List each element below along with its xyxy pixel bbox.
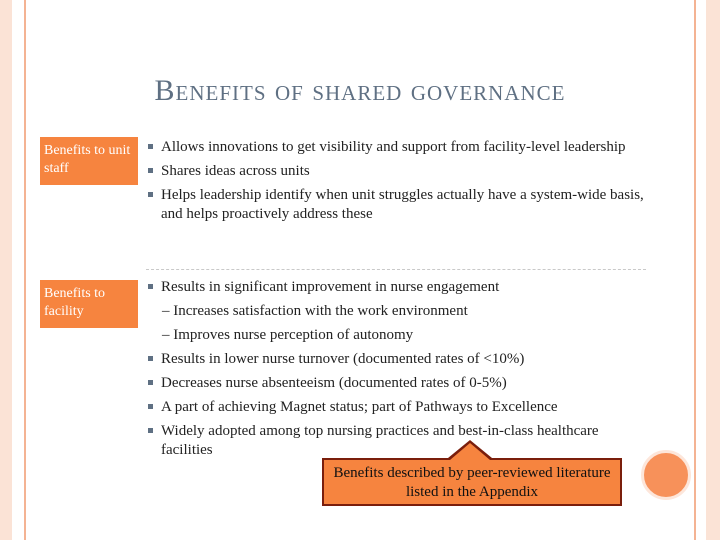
bullet-item <box>146 186 651 224</box>
square-bullet-icon <box>148 168 153 173</box>
decorative-circle <box>641 450 691 500</box>
square-bullet-icon <box>148 192 153 197</box>
section-label-unit-staff: Benefits to unit staff <box>40 137 138 185</box>
unit-staff-bullet-list <box>146 138 651 229</box>
callout-pointer-fill <box>450 443 490 460</box>
bullet-text: Results in significant improvement in nurse engagement <box>161 279 500 295</box>
bullet-item <box>146 138 651 157</box>
bullet-item <box>146 398 651 417</box>
bullet-text: Decreases nurse absenteeism (documented rates of 0-5%) <box>161 375 507 391</box>
square-bullet-icon <box>148 428 153 433</box>
sub-bullet-item <box>146 326 651 345</box>
section-label-facility: Benefits to facility <box>40 280 138 328</box>
square-bullet-icon <box>148 284 153 289</box>
facility-bullet-list <box>146 278 651 465</box>
bullet-text: Shares ideas across units <box>161 163 310 179</box>
bullet-text: Results in lower nurse turnover (documented rates of <10%) <box>161 351 525 367</box>
bullet-item <box>146 350 651 369</box>
right-border-band <box>706 0 720 540</box>
callout-box: Benefits described by peer-reviewed literature listed in the Appendix <box>322 458 622 506</box>
slide-title: Benefits of shared governance <box>154 74 566 107</box>
bullet-text: Widely adopted among top nursing practices and best-in-class healthcare facilities <box>161 423 599 458</box>
bullet-item <box>146 162 651 181</box>
square-bullet-icon <box>148 404 153 409</box>
sub-bullet-text: – Improves nurse perception of autonomy <box>162 327 414 343</box>
sub-bullet-text: – Increases satisfaction with the work environment <box>162 303 468 319</box>
bullet-text: Helps leadership identify when unit struggles actually have a system-wide basis, and helps proactively address these <box>161 187 644 222</box>
callout <box>322 440 622 506</box>
left-border-line <box>24 0 26 540</box>
section-divider <box>146 269 646 270</box>
bullet-item <box>146 278 651 297</box>
square-bullet-icon <box>148 144 153 149</box>
square-bullet-icon <box>148 356 153 361</box>
sub-bullet-item <box>146 302 651 321</box>
left-border-band <box>0 0 12 540</box>
right-border-line <box>694 0 696 540</box>
square-bullet-icon <box>148 380 153 385</box>
bullet-text: A part of achieving Magnet status; part of Pathways to Excellence <box>161 399 558 415</box>
bullet-item <box>146 374 651 393</box>
bullet-text: Allows innovations to get visibility and support from facility-level leadership <box>161 139 626 155</box>
